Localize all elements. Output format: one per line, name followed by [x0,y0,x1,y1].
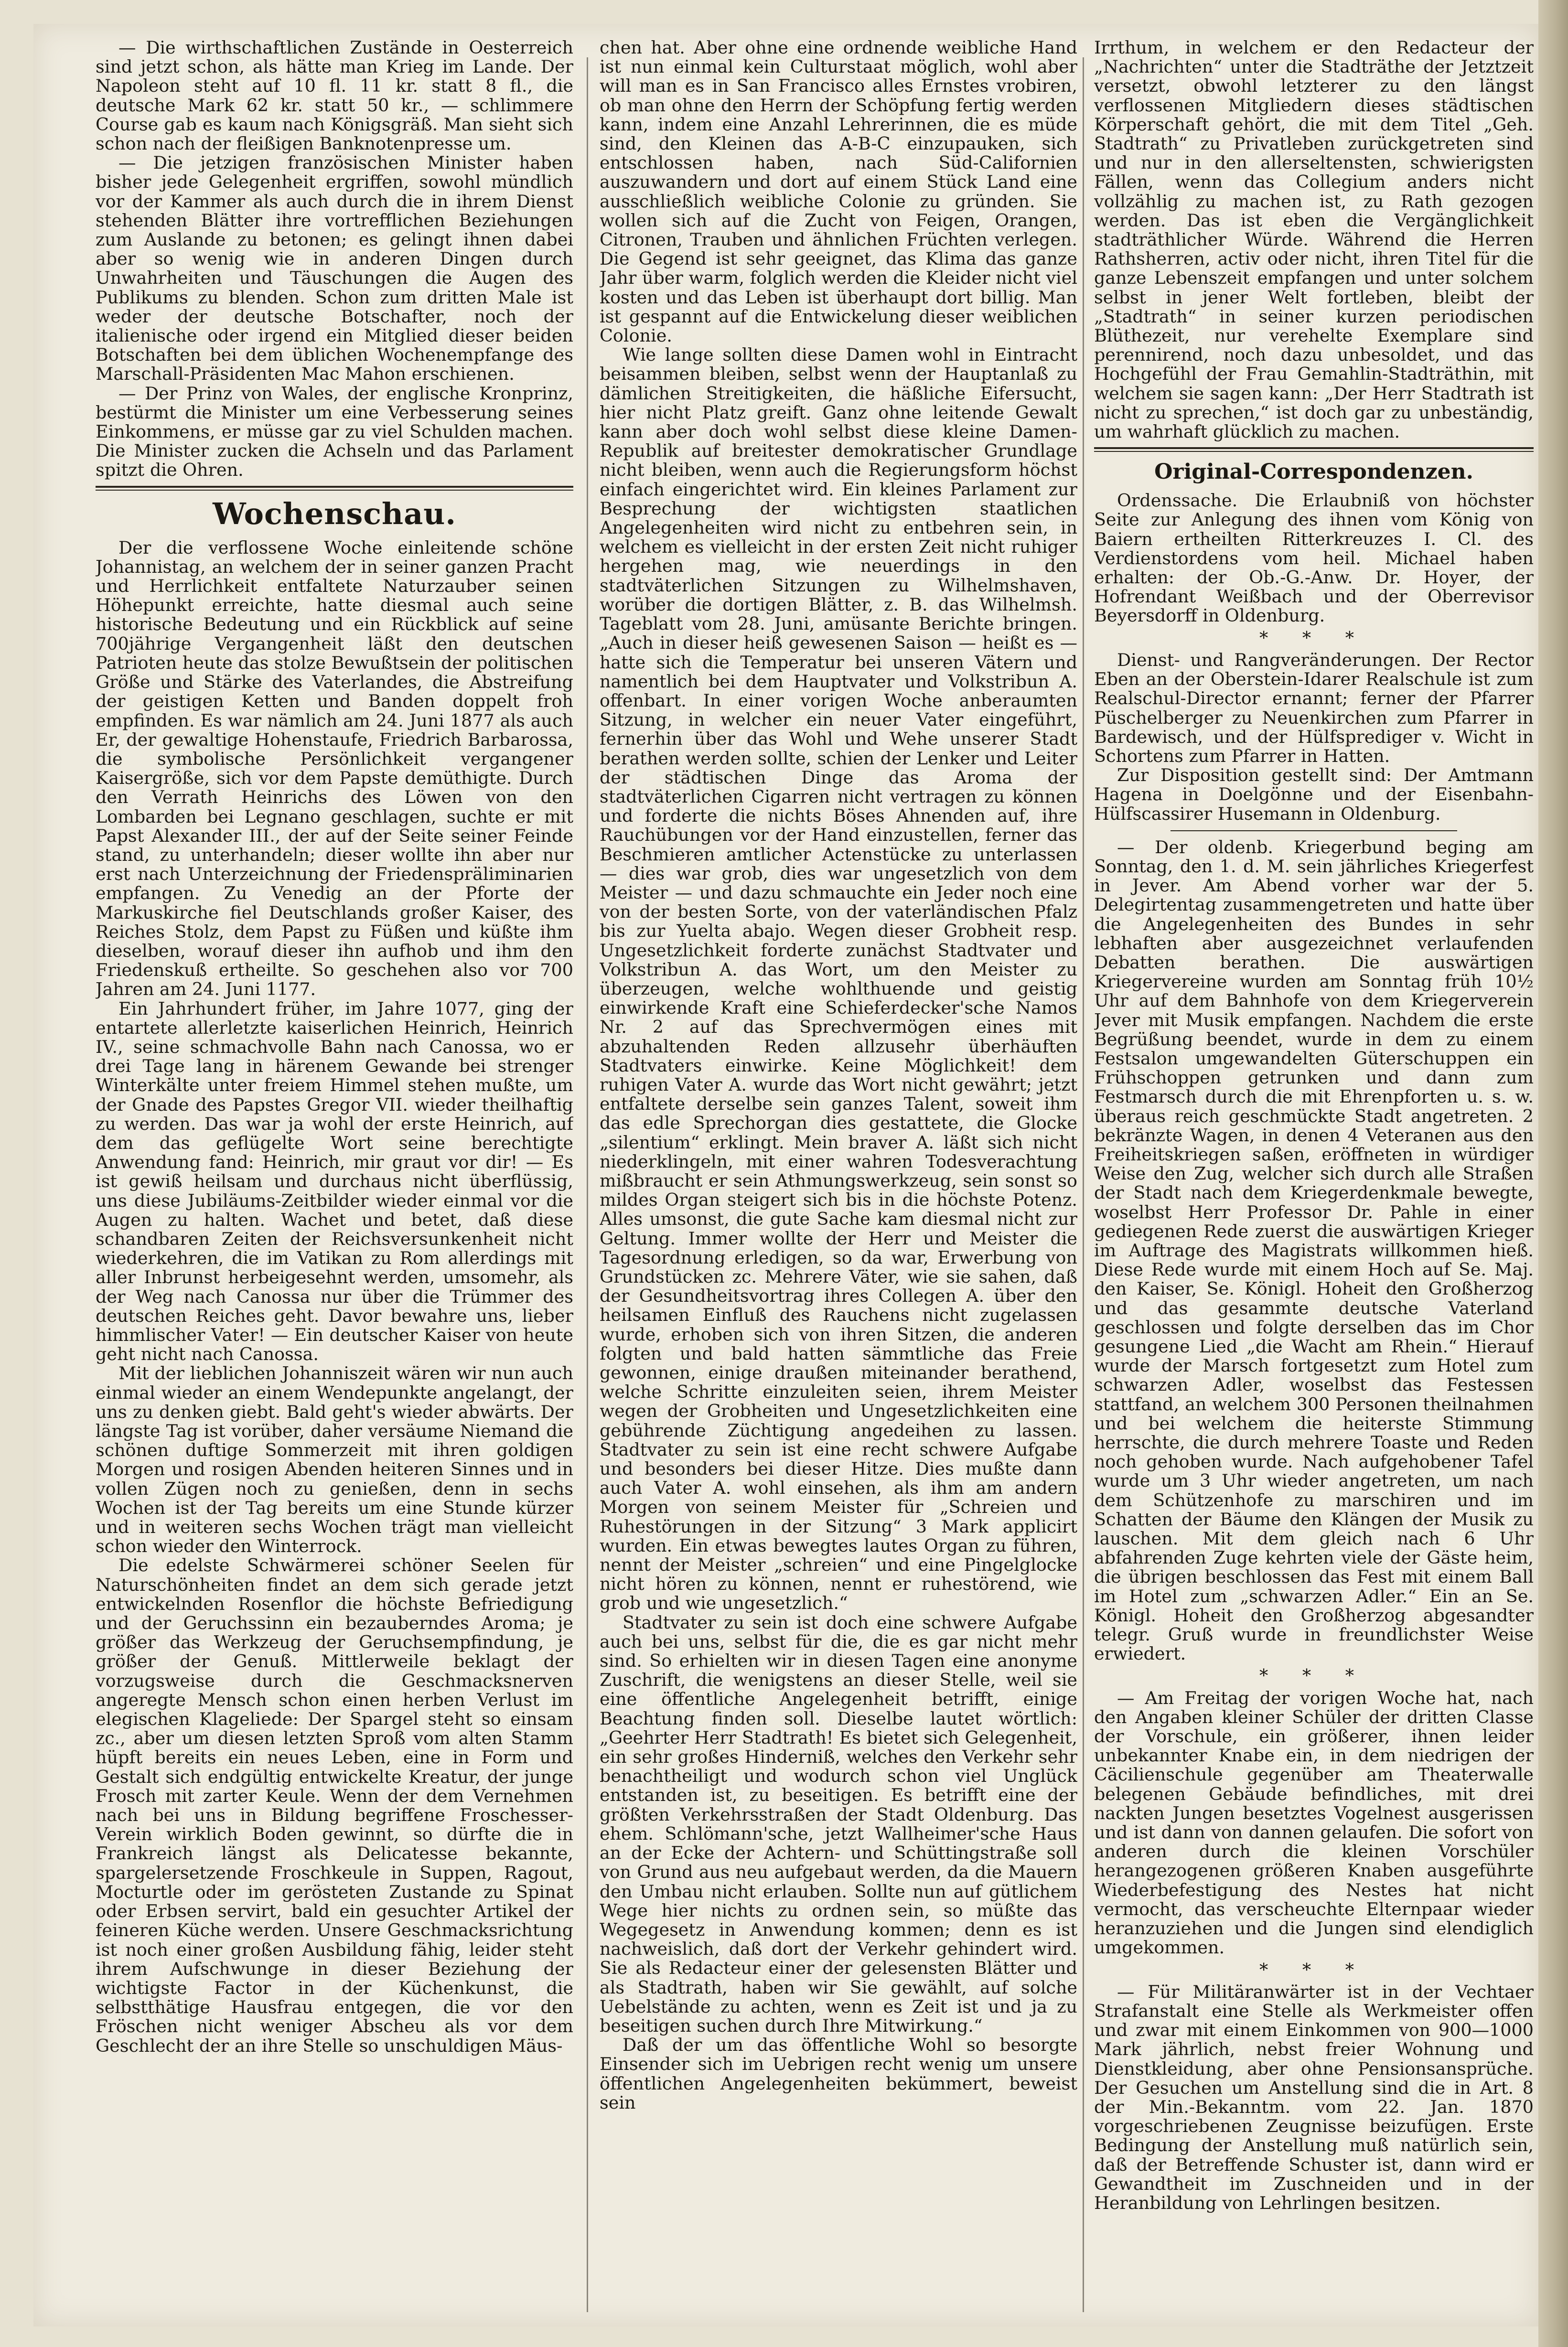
article-orders: Ordenssache. Die Erlaubniß von höchster Seite zur Anlegung des ihnen vom König von Baiern ertheilten Ritterkreuzes I. Cl. des Verdienstordens vom heil. Michael haben erhalten: der Ob.-G.-Anw. Dr. Hoyer, der Hofrendant Weißbach und der Oberrevisor Beyersdorff in Oldenburg. [1094,490,1534,626]
paragraph: Irrthum, in welchem er den Redacteur der „Nachrichten“ unter die Stadträthe der Jetztzeit versetzt, obwohl letzterer zu den längst verflossenen Mitgliedern dieses städtischen Körperschaft gehört, die mit dem Titel „Geh. Stadtrath“ zu Privatleben zurückgetreten sind und nur in den allerseltensten, schwierigsten Fällen, wenn das Collegium anders nicht vollzählig zu machen ist, zu Rath gezogen werden. Das ist eben die Vergänglichkeit stadträthlicher Würde. Während die Herren Rathsherren, activ oder nicht, ihren Titel für die ganze Lebenszeit empfangen und unter solchem selbst in jener Welt fortleben, bleibt der „Stadtrath“ in seiner kurzen periodischen Blüthezeit, nur verehelte Exemplare sind perennirend, noch dazu unbesoldet, und das Hochgefühl der Frau Gemahlin-Stadträthin, mit welchem sie sagen kann: „Der Herr Stadtrath ist nicht zu sprechen,“ ist doch gar zu unbeständig, um wahrhaft glücklich zu machen. [1094,38,1534,442]
paragraph: Wie lange sollten diese Damen wohl in Eintracht beisammen bleiben, selbst wenn der Hauptanlaß zu dämlichen Streitigkeiten, die häßliche Eifersucht, hier nicht Platz greift. Ganz ohne leitende Gewalt kann aber doch wohl selbst diese kleine Damen-Republik auf breitester demokratischer Grundlage nicht bleiben, wenn auch die Regierungsform höchst einfach eingerichtet wird. Ein kleines Parlament zur Besprechung der wichtigsten staatlichen Angelegenheiten wird nicht zu entbehren sein, in welchem es vielleicht in der ersten Zeit nicht ruhiger hergehen mag, wie neuerdings in den stadtväterlichen Sitzungen zu Wilhelmshaven, worüber die dortigen Blätter, z. B. das Wilhelmsh. Tageblatt vom 28. Juni, amüsante Berichte bringen. „Auch in dieser heiß gewesenen Saison — heißt es — hatte sich die Temperatur bei unseren Vätern und namentlich bei dem Hauptvater und Volkstribun A. offenbart. In einer vorigen Woche anberaumten Sitzung, in welcher ein neuer Vater eingeführt, fernerhin über das Wohl und Wehe unserer Stadt berathen werden sollte, schien der Lenker und Leiter der städtischen Dinge das Aroma der stadtväterlichen Cigarren nicht vertragen zu können und forderte die nichts Böses Ahnenden auf, ihre Rauchübungen vor der Hand einzustellen, ferner das Beschmieren amtlicher Actenstücke zu unterlassen — dies war grob, dies war ungesetzlich von dem Meister — und dazu schmauchte ein Jeder noch eine von der besten Sorte, von der vaterländischen Pfalz bis zur Yuelta abajo. Wegen dieser Grobheit resp. Ungesetzlichkeit forderte zunächst Stadtvater und Volkstribun A. das Wort, um den Meister zu überzeugen, welche wohlthuende und geistig einwirkende Kraft eine Schieferdecker'sche Namos Nr. 2 auf das Sprechvermögen eines mit abzuhaltenden Reden allzusehr überhäuften Stadtvaters einwirke. Keine Möglichkeit! dem ruhigen Vater A. wurde das Wort nicht gewährt; jetzt entfaltete derselbe sein ganzes Talent, soweit ihm das edle Sprechorgan dies gestattete, die Glocke „silentium“ erklingt. Mein braver A. läßt sich nicht niederklingeln, mit einer wahren Todesverachtung mißbraucht er sein Athmungswerkzeug, sein sonst so mildes Organ steigert sich bis in die höchste Potenz. Alles umsonst, die gute Sache kam diesmal nicht zur Geltung. Immer wollte der Herr und Meister die Tagesordnung erledigen, so da war, Erwerbung von Grundstücken zc. Mehrere Väter, wie sie sahen, daß der Gesundheitsvortrag ihres Collegen A. über den heilsamen Einfluß des Rauchens nicht zugelassen wurde, erhoben sich von ihren Sitzen, die anderen folgten und bald hatten sämmtliche das Freie gewonnen, einige draußen miteinander berathend, welche Schritte einzuleiten seien, ihrem Meister wegen der Grobheiten und Ungesetzlichkeiten eine gebührende Züchtigung angedeihen zu lassen. Stadtvater zu sein ist eine recht schwere Aufgabe und besonders bei dieser Hitze. Dies mußte dann auch Vater A. wohl einsehen, als ihm am andern Morgen von seinem Meister für „Schreien und Ruhestörungen in der Sitzung“ 3 Mark applicirt wurden. Ein etwas bewegtes lautes Organ zu führen, nennt der Meister „schreien“ und eine Pingelglocke nicht hören zu können, nennt er ruhestörend, wie grob und wie ungesetzlich.“ [600,344,1077,1614]
page-edge [1538,0,1568,2347]
short-rule [1171,830,1457,831]
column-2 [600,38,1077,2303]
section-divider [1094,451,1534,452]
paragraph: Der die verflossene Woche einleitende schöne Johannistag, an welchem der in seiner ganzen Pracht und Herrlichkeit entfaltete Naturzauber seinen Höhepunkt erreichte, hatte diesmal auch seine historische Bedeutung und ein Rückblick auf seine 700jährige Vergangenheit läßt den deutschen Patrioten heute das stolze Bewußtsein der politischen Größe und Stärke des Vaterlandes, die Abstreifung der geistigen Ketten und Banden doppelt froh empfinden. Es war nämlich am 24. Juni 1877 als auch Er, der gewaltige Hohenstaufe, Friedrich Barbarossa, die symbolische Persönlichkeit vergangener Kaisergröße, sich vor dem Papste demüthigte. Durch den Verrath Heinrichs des Löwen von den Lombarden bei Legnano geschlagen, suchte er mit Papst Alexander III., der auf der Seite seiner Feinde stand, zu unterhandeln; dieser wollte ihn aber nur erst nach Unterzeichnung der Friedenspräliminarien empfangen. Zu Venedig an der Pforte der Markuskirche fiel Deutschlands großer Kaiser, des Reiches Stolz, dem Papst zu Füßen und küßte ihm dieselben, worauf dieser ihn aufhob und ihm den Friedenskuß ertheilte. So geschehen also vor 700 Jahren am 24. Juni 1177. [96,537,573,1000]
article-kriegerbund: — Der oldenb. Kriegerbund beging am Sonntag, den 1. d. M. sein jährliches Kriegerfest in Jever. Am Abend vorher war der 5. Delegirtentag zusammengetreten und hatte über die Angelegenheiten des Bundes in sehr lebhaften aber ausgezeichnet verlaufenden Debatten berathen. Die auswärtigen Kriegervereine wurden am Sonntag früh 10½ Uhr auf dem Bahnhofe von dem Kriegerverein Jever mit Musik empfangen. Nachdem die erste Begrüßung beendet, wurde in dem zu einem Festsalon umgewandelten Güterschuppen ein Frühschoppen getrunken und dann zum Festmarsch durch die mit Ehrenpforten u. s. w. überaus reich geschmückte Stadt angetreten. 2 bekränzte Wagen, in denen 4 Veteranen aus den Freiheitskriegen saßen, eröffneten in würdiger Weise den Zug, welcher sich durch alle Straßen der Stadt nach dem Kriegerdenkmale bewegte, woselbst Herr Professor Dr. Pahle in einer gediegenen Rede zuerst die auswärtigen Krieger im Auftrage des Magistrats willkommen hieß. Diese Rede wurde mit einem Hoch auf Se. Maj. den Kaiser, Se. Königl. Hoheit den Großherzog und das gesammte deutsche Vaterland geschlossen und folgte derselben das im Chor gesungene Lied „die Wacht am Rhein.“ Hierauf wurde der Marsch fortgesetzt zum Hotel zum schwarzen Adler, woselbst das Festessen stattfand, an welchem 300 Personen theilnahmen und bei welchem die heiterste Stimmung herrschte, die durch mehrere Toaste und Reden noch gehoben wurde. Nach aufgehobener Tafel wurde um 3 Uhr wieder angetreten, um nach dem Schützenhofe zu marschiren und im Schatten der Bäume den Klängen der Musik zu lauschen. Mit dem gleich nach 6 Uhr abfahrenden Zuge kehrten viele der Gäste heim, die übrigen beschlossen das Fest mit einem Ball im Hotel zum „schwarzen Adler.“ Ein an Se. Königl. Hoheit den Großherzog abgesandter telegr. Gruß wurde in freundlichster Weise erwiedert. [1094,836,1534,1664]
separator-stars: * * * [1259,1665,1368,1686]
section-heading-wochenschau: Wochenschau. [213,496,456,531]
paragraph: chen hat. Aber ohne eine ordnende weibliche Hand ist nun einmal kein Culturstaat möglich, wohl aber will man es in San Francisco alles Ernstes vrobiren, ob man ohne den Herrn der Schöpfung fertig werden kann, indem eine Anzahl Lehrerinnen, die es müde sind, den Kleinen das A-B-C einzupauken, sich entschlossen haben, nach Süd-Californien auszuwandern und dort auf einem Stück Land eine ausschließlich weibliche Colonie zu gründen. Sie wollen sich auf die Zucht von Feigen, Orangen, Citronen, Trauben und ähnlichen Früchten verlegen. Die Gegend ist sehr geeignet, das Klima das ganze Jahr über warm, folglich werden die Kleider nicht viel kosten und das Leben ist überhaupt dort billig. Man ist gespannt auf die Entwickelung dieser weiblichen Colonie. [600,38,1077,346]
paragraph: Daß der um das öffentliche Wohl so besorgte Einsender sich im Uebrigen recht wenig um unsere öffentlichen Angelegenheiten bekümmert, beweist sein [600,2035,1077,2113]
column-3 [1094,38,1534,2303]
section-divider [96,490,573,491]
column-1 [96,38,573,2303]
paragraph: Stadtvater zu sein ist doch eine schwere Aufgabe auch bei uns, selbst für die, die es gar nicht mehr sind. So erhielten wir in diesen Tagen eine anonyme Zuschrift, die wenigstens an dieser Stelle, weil sie eine öffentliche Angelegenheit betrifft, einige Beachtung finden soll. Dieselbe lautet wörtlich: „Geehrter Herr Stadtrath! Es bietet sich Gelegenheit, ein sehr großes Hinderniß, welches den Verkehr sehr benachtheiligt und wodurch schon viel Unglück entstanden ist, zu beseitigen. Es betrifft eine der größten Verkehrsstraßen der Stadt Oldenburg. Das ehem. Schlömann'sche, jetzt Wallheimer'sche Haus an der Ecke der Achtern- und Schüttingstraße soll von Grund aus neu aufgebaut werden, da die Mauern den Umbau nicht erlauben. Sollte nun auf gütlichem Wege hier nichts zu ordnen sein, so müßte das Wegegesetz in Anwendung kommen; denn es ist nachweislich, daß dort der Verkehr gehindert wird. Sie als Redacteur einer der gelesensten Blätter und als Stadtrath, haben wir Sie gewählt, auf solche Uebelstände zu achten, wenn es Zeit ist und ja zu beseitigen suchen durch Ihre Mitwirkung.“ [600,1612,1077,2036]
column-rule [587,57,588,2312]
column-rule [1083,57,1084,2312]
article-service-changes: Dienst- und Rangveränderungen. Der Rector Eben an der Oberstein-Idarer Realschule ist zum Realschul-Director ernannt; ferner der Pfarrer Püschelberger zu Neuenkirchen zum Pfarrer in Bardewisch, und der Hülfsprediger v. Wicht in Schortens zum Pfarrer in Hatten. [1094,649,1534,766]
article-militaeranwaerter: — Für Militäranwärter ist in der Vechtaer Strafanstalt eine Stelle als Werkmeister offen und zwar mit einem Einkommen von 900—1000 Mark jährlich, nebst freier Wohnung und Dienstkleidung, aber ohne Pensionsansprüche. Der Gesuchen um Anstellung sind die in Art. 8 der Min.-Bekanntm. vom 22. Jan. 1870 vorgeschriebenen Zeugnisse beizufügen. Erste Bedingung der Anstellung muß natürlich sein, daß der Betreffende Schuster ist, dann wird er Gewandtheit im Zuschneiden und in der Heranbildung von Lehrlingen besitzen. [1094,1981,1534,2213]
article-disposition: Zur Disposition gestellt sind: Der Amtmann Hagena in Doelgönne und der Eisenbahn-Hülfscassirer Husemann in Oldenburg. [1094,765,1534,824]
paragraph: Ein Jahrhundert früher, im Jahre 1077, ging der entartete allerletzte kaiserlichen Heinrich, Heinrich IV., seine schmachvolle Bahn nach Canossa, wo er drei Tage lang in härenem Gewande bei strenger Winterkälte unter freiem Himmel stehen mußte, um der Gnade des Papstes Gregor VII. wieder theilhaftig zu werden. Das war ja wohl der erste Heinrich, auf dem das geflügelte Wort seine berechtigte Anwendung fand: Heinrich, mir graut vor dir! — Es ist gewiß heilsam und durchaus nicht überflüssig, uns diese Jubiläums-Zeitbilder wieder einmal vor die Augen zu halten. Wachet und betet, daß diese schandbaren Zeiten der Reichsversunkenheit nicht wiederkehren, die im Vatikan zu Rom allerdings mit aller Inbrunst herbeigesehnt werden, umsomehr, als der Weg nach Canossa nur über die Trümmer des deutschen Reiches geht. Davor bewahre uns, lieber himmlischer Vater! — Ein deutscher Kaiser von heute geht nicht nach Canossa. [96,998,573,1365]
article-austria: — Die wirthschaftlichen Zustände in Oesterreich sind jetzt schon, als hätte man Krieg im Lande. Der Napoleon steht auf 10 fl. 11 kr. statt 8 fl., die deutsche Mark 62 kr. statt 50 kr., — schlimmere Course gab es kaum nach Königsgräß. Man sieht sich schon nach der fleißigen Banknotenpresse um. [96,38,573,154]
separator-stars: * * * [1259,627,1368,648]
article-french-ministers: — Die jetzigen französischen Minister haben bisher jede Gelegenheit ergriffen, sowohl mündlich vor der Kammer als auch durch die in ihrem Dienst stehenden Blätter ihre vortrefflichen Beziehungen zum Auslande zu betonen; es gelingt ihnen dabei aber so wenig wie in anderen Dingen durch Unwahrheiten und Täuschungen die Augen des Publikums zu blenden. Schon zum dritten Male ist weder der deutsche Botschafter, noch der italienische oder irgend ein Mitglied dieser beiden Botschaften bei dem üblichen Wochenempfange des Marschall-Präsidenten Mac Mahon erschienen. [96,152,573,385]
section-divider [96,486,573,488]
separator-stars: * * * [1259,1959,1368,1980]
section-divider [1094,447,1534,449]
paragraph: Mit der lieblichen Johanniszeit wären wir nun auch einmal wieder an einem Wendepunkte angelangt, der uns zu denken giebt. Bald geht's wieder abwärts. Der längste Tag ist vorüber, daher versäume Niemand die schönen duftige Sommerzeit mit ihren goldigen Morgen und rosigen Abenden heiteren Sinnes und in vollen Zügen noch zu genießen, denn in sechs Wochen ist der Tag bereits um eine Stunde kürzer und in weiteren sechs Wochen trägt man vielleicht schon wieder den Winterrock. [96,1363,573,1557]
section-heading-correspondence: Original-Correspondenzen. [1154,460,1473,484]
article-prince-of-wales: — Der Prinz von Wales, der englische Kronprinz, bestürmt die Minister um eine Verbesserung seines Einkommens, er müsse gar zu viel Schulden machen. Die Minister zucken die Achseln und das Parlament spitzt die Ohren. [96,383,573,481]
article-vogelnest: — Am Freitag der vorigen Woche hat, nach den Angaben kleiner Schüler der dritten Classe der Vorschule, ein größerer, ihnen leider unbekannter Knabe ein, in dem niedrigen der Cäcilienschule gegenüber am Theaterwalle belegenen Gebäude befindliches, mit drei nackten Jungen besetztes Vogelnest ausgerissen und ist dann von dannen gelaufen. Die sofort von anderen durch die kleinen Vorschüler herangezogenen größeren Knaben ausgeführte Wiederbefestigung des Nestes hat nicht vermocht, das verscheuchte Elternpaar wieder heranzuziehen und die Jungen sind elendiglich umgekommen. [1094,1687,1534,1958]
paragraph: Die edelste Schwärmerei schöner Seelen für Naturschönheiten findet an dem sich gerade jetzt entwickelnden Rosenflor die höchste Befriedigung und der Geruchssinn ein bezauberndes Aroma; je größer das Werkzeug der Geruchsempfindung, je größer der Genuß. Mittlerweile beklagt der vorzugsweise durch die Geschmacksnerven angeregte Mensch schon einen herben Verlust im elegischen Klageliede: Der Spargel steht so einsam zc., aber um diesen letzten Sproß vom alten Stamm hüpft bereits ein neues Leben, eine in Form und Gestalt sich endgültig entwickelte Kreatur, der junge Frosch mit zarter Keule. Wenn der dem Vernehmen nach bei uns in Bildung begriffene Froschesser-Verein wirklich Boden gewinnt, so dürfte die in Frankreich längst als Delicatesse bekannte, spargelersetzende Froschkeule in Suppen, Ragout, Mocturtle oder im gerösteten Zustande zu Spinat oder Erbsen servirt, bald ein gesuchter Artikel der feineren Küche werden. Unsere Geschmacksrichtung ist noch einer großen Ausbildung fähig, leider steht ihrem Aufschwunge in dieser Beziehung der wichtigste Factor in der Küchenkunst, die selbstthätige Hausfrau entgegen, die vor den Fröschen nicht weniger Abscheu als vor dem Geschlecht der an ihre Stelle so unschuldigen Mäus- [96,1555,573,2056]
